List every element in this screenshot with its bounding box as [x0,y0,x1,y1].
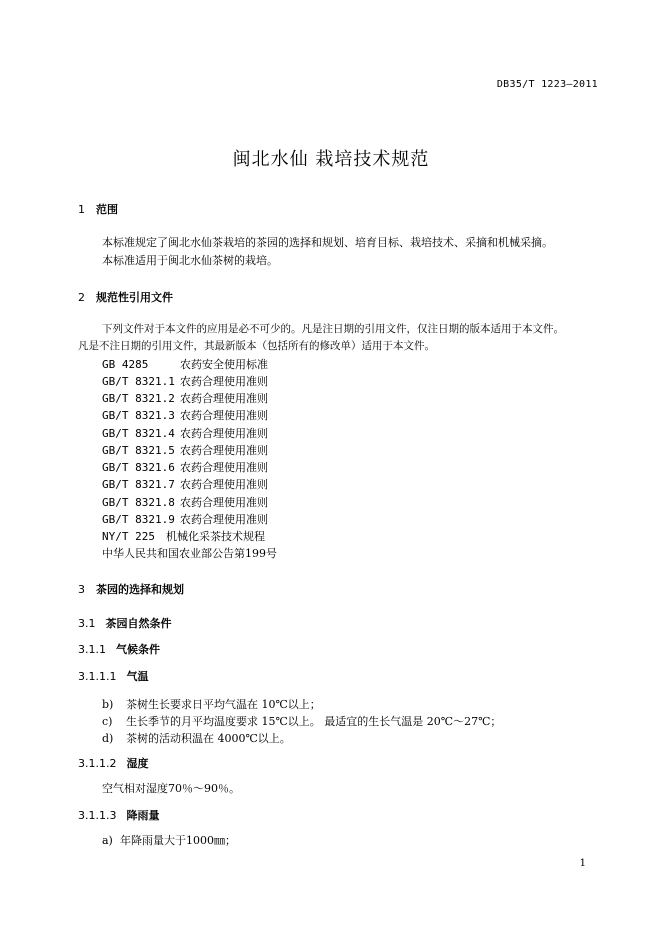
subsection-number: 3.1.1.1 [78,670,117,683]
reference-title: 农药合理使用准则 [180,427,268,440]
section-1-heading [78,201,118,217]
subsection-title: 降雨量 [126,809,160,822]
reference-code: GB/T 8321.7 [102,478,175,491]
subsection-number: 3.1.1.3 [78,809,117,822]
reference-item [102,511,268,527]
reference-title: 机械化采茶技术规程 [166,530,265,543]
subsection-title: 气候条件 [116,643,160,656]
page-number: 1 [579,858,586,869]
reference-item [102,425,268,441]
reference-code: GB 4285 [102,358,149,371]
list-item [102,713,501,729]
subsection-title: 气温 [126,670,149,683]
section-title: 规范性引用文件 [96,291,173,304]
reference-title: 农药合理使用准则 [180,392,268,405]
reference-code: GB/T 8321.4 [102,427,175,440]
reference-item [102,442,268,458]
humidity-text: 空气相对湿度70％～90％。 [102,782,240,795]
list-text: 茶树生长要求日平均气温在 10℃以上； [126,698,321,711]
scope-paragraph-1: 本标准规定了闽北水仙茶栽培的茶园的选择和规划、培育目标、栽培技术、采摘和机械采摘。 [102,236,553,249]
section-number: 3 [78,583,85,596]
subsection-3-1-1-1-heading [78,668,148,684]
section-number: 1 [78,203,85,216]
subsection-title: 茶园自然条件 [105,617,172,630]
reference-item [102,476,268,492]
section-title: 茶园的选择和规划 [96,583,184,596]
reference-item [102,390,268,406]
section-3-heading [78,581,184,597]
list-text: 年降雨量大于1000㎜； [120,834,236,847]
reference-announcement: 中华人民共和国农业部公告第199号 [102,547,277,560]
reference-title: 农药合理使用准则 [180,444,268,457]
subsection-title: 湿度 [126,757,149,770]
scope-paragraph-2: 本标准适用于闽北水仙茶树的栽培。 [102,254,278,267]
subsection-number: 3.1.1 [78,643,106,656]
reference-code: GB/T 8321.9 [102,513,175,526]
reference-code: GB/T 8321.6 [102,461,175,474]
reference-code: NY/T 225 [102,530,155,543]
list-item [102,730,291,746]
reference-title: 农药合理使用准则 [180,513,268,526]
reference-item [102,459,268,475]
subsection-3-1-1-heading [78,641,160,657]
reference-title: 农药合理使用准则 [180,496,268,509]
list-item [102,696,321,712]
standard-number: DB35/T 1223—2011 [496,79,598,90]
list-text: 茶树的活动积温在 4000℃以上。 [126,732,291,745]
reference-item [102,528,265,544]
references-intro-line-1: 下列文件对于本文件的应用是必不可少的。凡是注日期的引用文件，仅注日期的版本适用于本文件。 [102,323,564,335]
reference-code: GB/T 8321.2 [102,392,175,405]
reference-title: 农药合理使用准则 [180,375,268,388]
reference-code: GB/T 8321.8 [102,496,175,509]
reference-title: 农药安全使用标准 [180,358,268,371]
list-item [102,832,236,848]
list-marker: b) [102,698,114,711]
reference-item [102,494,268,510]
reference-code: GB/T 8321.5 [102,444,175,457]
subsection-3-1-heading [78,615,172,631]
reference-code: GB/T 8321.1 [102,375,175,388]
subsection-number: 3.1.1.2 [78,757,117,770]
subsection-3-1-1-3-heading [78,807,159,823]
reference-title: 农药合理使用准则 [180,409,268,422]
document-title: 闽北水仙 栽培技术规范 [232,149,430,170]
subsection-3-1-1-2-heading [78,755,148,771]
list-text: 生长季节的月平均温度要求 15℃以上。 最适宜的生长气温是 20℃～27℃； [126,715,502,728]
reference-title: 农药合理使用准则 [180,478,268,491]
reference-code: GB/T 8321.3 [102,409,175,422]
reference-item [102,407,268,423]
list-marker: a) [102,834,113,847]
reference-item [102,373,268,389]
section-number: 2 [78,291,85,304]
list-marker: c) [102,715,113,728]
section-2-heading [78,289,173,305]
list-marker: d) [102,732,114,745]
reference-item [102,356,268,372]
references-intro-line-2: 凡是不注日期的引用文件，其最新版本（包括所有的修改单）适用于本文件。 [78,340,435,352]
section-title: 范围 [96,203,118,216]
subsection-number: 3.1 [78,617,96,630]
reference-title: 农药合理使用准则 [180,461,268,474]
